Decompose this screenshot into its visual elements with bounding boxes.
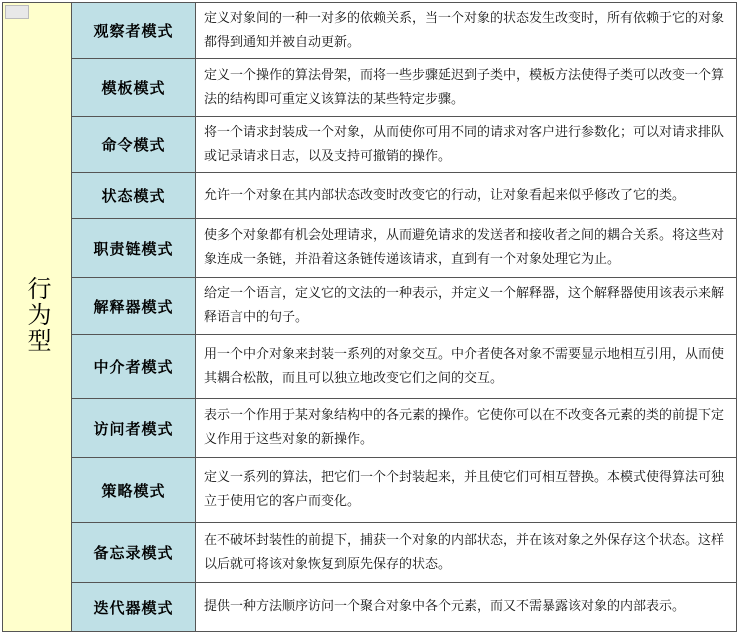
table-row [3, 458, 737, 523]
pattern-description: 将一个请求封装成一个对象，从而使你可用不同的请求对客户进行参数化；可以对请求排队或记录请求日志，以及支持可撤销的操作。 [196, 117, 737, 173]
table-row [3, 173, 737, 219]
pattern-description: 给定一个语言，定义它的文法的一种表示，并定义一个解释器，这个解释器使用该表示来解释语言中的句子。 [196, 278, 737, 335]
pattern-name: 观察者模式 [72, 3, 196, 59]
pattern-description: 定义一个操作的算法骨架，而将一些步骤延迟到子类中，模板方法使得子类可以改变一个算法的结构即可重定义该算法的某些特定步骤。 [196, 59, 737, 117]
table-row [3, 399, 737, 458]
pattern-description: 提供一种方法顺序访问一个聚合对象中各个元素，而又不需暴露该对象的内部表示。 [196, 583, 737, 632]
pattern-description: 定义一系列的算法，把它们一个个封装起来，并且使它们可相互替换。本模式使得算法可独立于使用它的客户而变化。 [196, 458, 737, 523]
table-row [3, 59, 737, 117]
pattern-description: 在不破坏封装性的前提下，捕获一个对象的内部状态，并在该对象之外保存这个状态。这样以后就可将该对象恢复到原先保存的状态。 [196, 523, 737, 583]
table-row [3, 523, 737, 583]
category-label: 行为型 [23, 276, 51, 354]
pattern-table [2, 2, 737, 632]
pattern-name: 迭代器模式 [72, 583, 196, 632]
pattern-name: 访问者模式 [72, 399, 196, 458]
pattern-name: 状态模式 [72, 173, 196, 219]
pattern-name: 备忘录模式 [72, 523, 196, 583]
table-row [3, 335, 737, 399]
corner-marker [5, 5, 29, 19]
pattern-name: 中介者模式 [72, 335, 196, 399]
table-row [3, 3, 737, 59]
pattern-name: 命令模式 [72, 117, 196, 173]
category-cell [3, 3, 72, 632]
pattern-name: 策略模式 [72, 458, 196, 523]
pattern-description: 使多个对象都有机会处理请求，从而避免请求的发送者和接收者之间的耦合关系。将这些对象连成一条链，并沿着这条链传递该请求，直到有一个对象处理它为止。 [196, 219, 737, 278]
pattern-name: 模板模式 [72, 59, 196, 117]
pattern-name: 解释器模式 [72, 278, 196, 335]
table-row [3, 583, 737, 632]
pattern-name: 职责链模式 [72, 219, 196, 278]
pattern-description: 用一个中介对象来封装一系列的对象交互。中介者使各对象不需要显示地相互引用，从而使其耦合松散，而且可以独立地改变它们之间的交互。 [196, 335, 737, 399]
pattern-description: 允许一个对象在其内部状态改变时改变它的行动，让对象看起来似乎修改了它的类。 [196, 173, 737, 219]
table-row [3, 117, 737, 173]
pattern-description: 定义对象间的一种一对多的依赖关系，当一个对象的状态发生改变时，所有依赖于它的对象都得到通知并被自动更新。 [196, 3, 737, 59]
pattern-description: 表示一个作用于某对象结构中的各元素的操作。它使你可以在不改变各元素的类的前提下定义作用于这些对象的新操作。 [196, 399, 737, 458]
table-row [3, 219, 737, 278]
table-row [3, 278, 737, 335]
